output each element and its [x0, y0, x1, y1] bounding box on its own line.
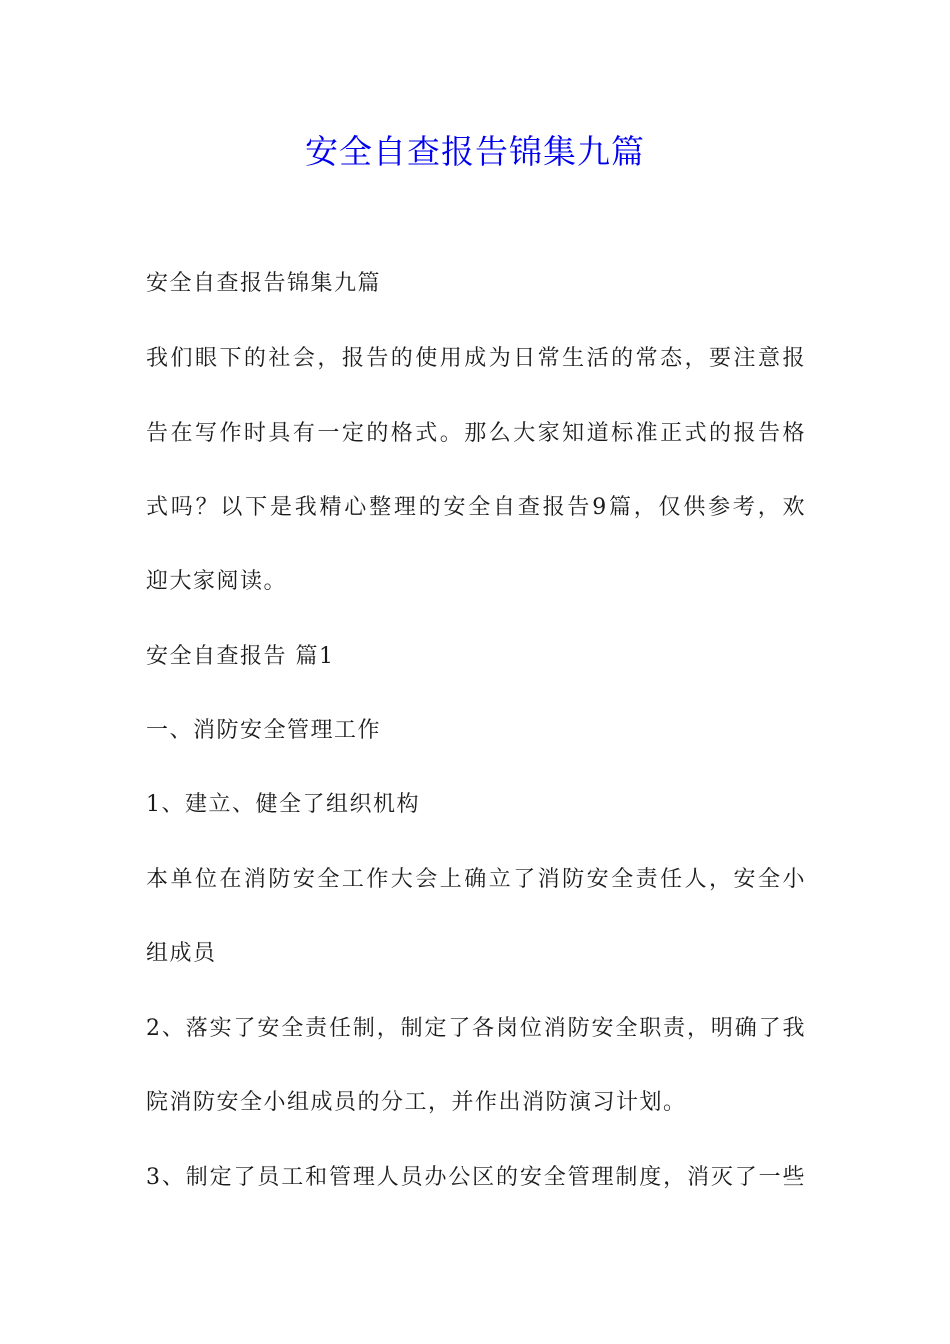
paragraph-line: 我们眼下的社会，报告的使用成为日常生活的常态，要注意报	[146, 346, 806, 371]
paragraph-line: 本单位在消防安全工作大会上确立了消防安全责任人，安全小	[146, 867, 806, 892]
paragraph-line: 组成员	[146, 941, 217, 966]
paragraph-line: 2、落实了安全责任制，制定了各岗位消防安全职责，明确了我	[146, 1016, 806, 1041]
section-heading: 安全自查报告 篇1	[146, 644, 335, 669]
document-title: 安全自查报告锦集九篇	[305, 132, 645, 171]
paragraph-line: 告在写作时具有一定的格式。那么大家知道标准正式的报告格	[146, 421, 806, 446]
paragraph-line: 3、制定了员工和管理人员办公区的安全管理制度，消灭了一些	[146, 1165, 806, 1190]
paragraph-line: 迎大家阅读。	[146, 569, 288, 594]
section-heading: 一、消防安全管理工作	[146, 718, 382, 743]
paragraph-line: 安全自查报告锦集九篇	[146, 271, 382, 296]
paragraph-line: 院消防安全小组成员的分工，并作出消防演习计划。	[146, 1090, 687, 1115]
paragraph-line: 式吗？以下是我精心整理的安全自查报告9篇，仅供参考，欢	[146, 495, 806, 520]
paragraph-line: 1、建立、健全了组织机构	[146, 792, 420, 817]
